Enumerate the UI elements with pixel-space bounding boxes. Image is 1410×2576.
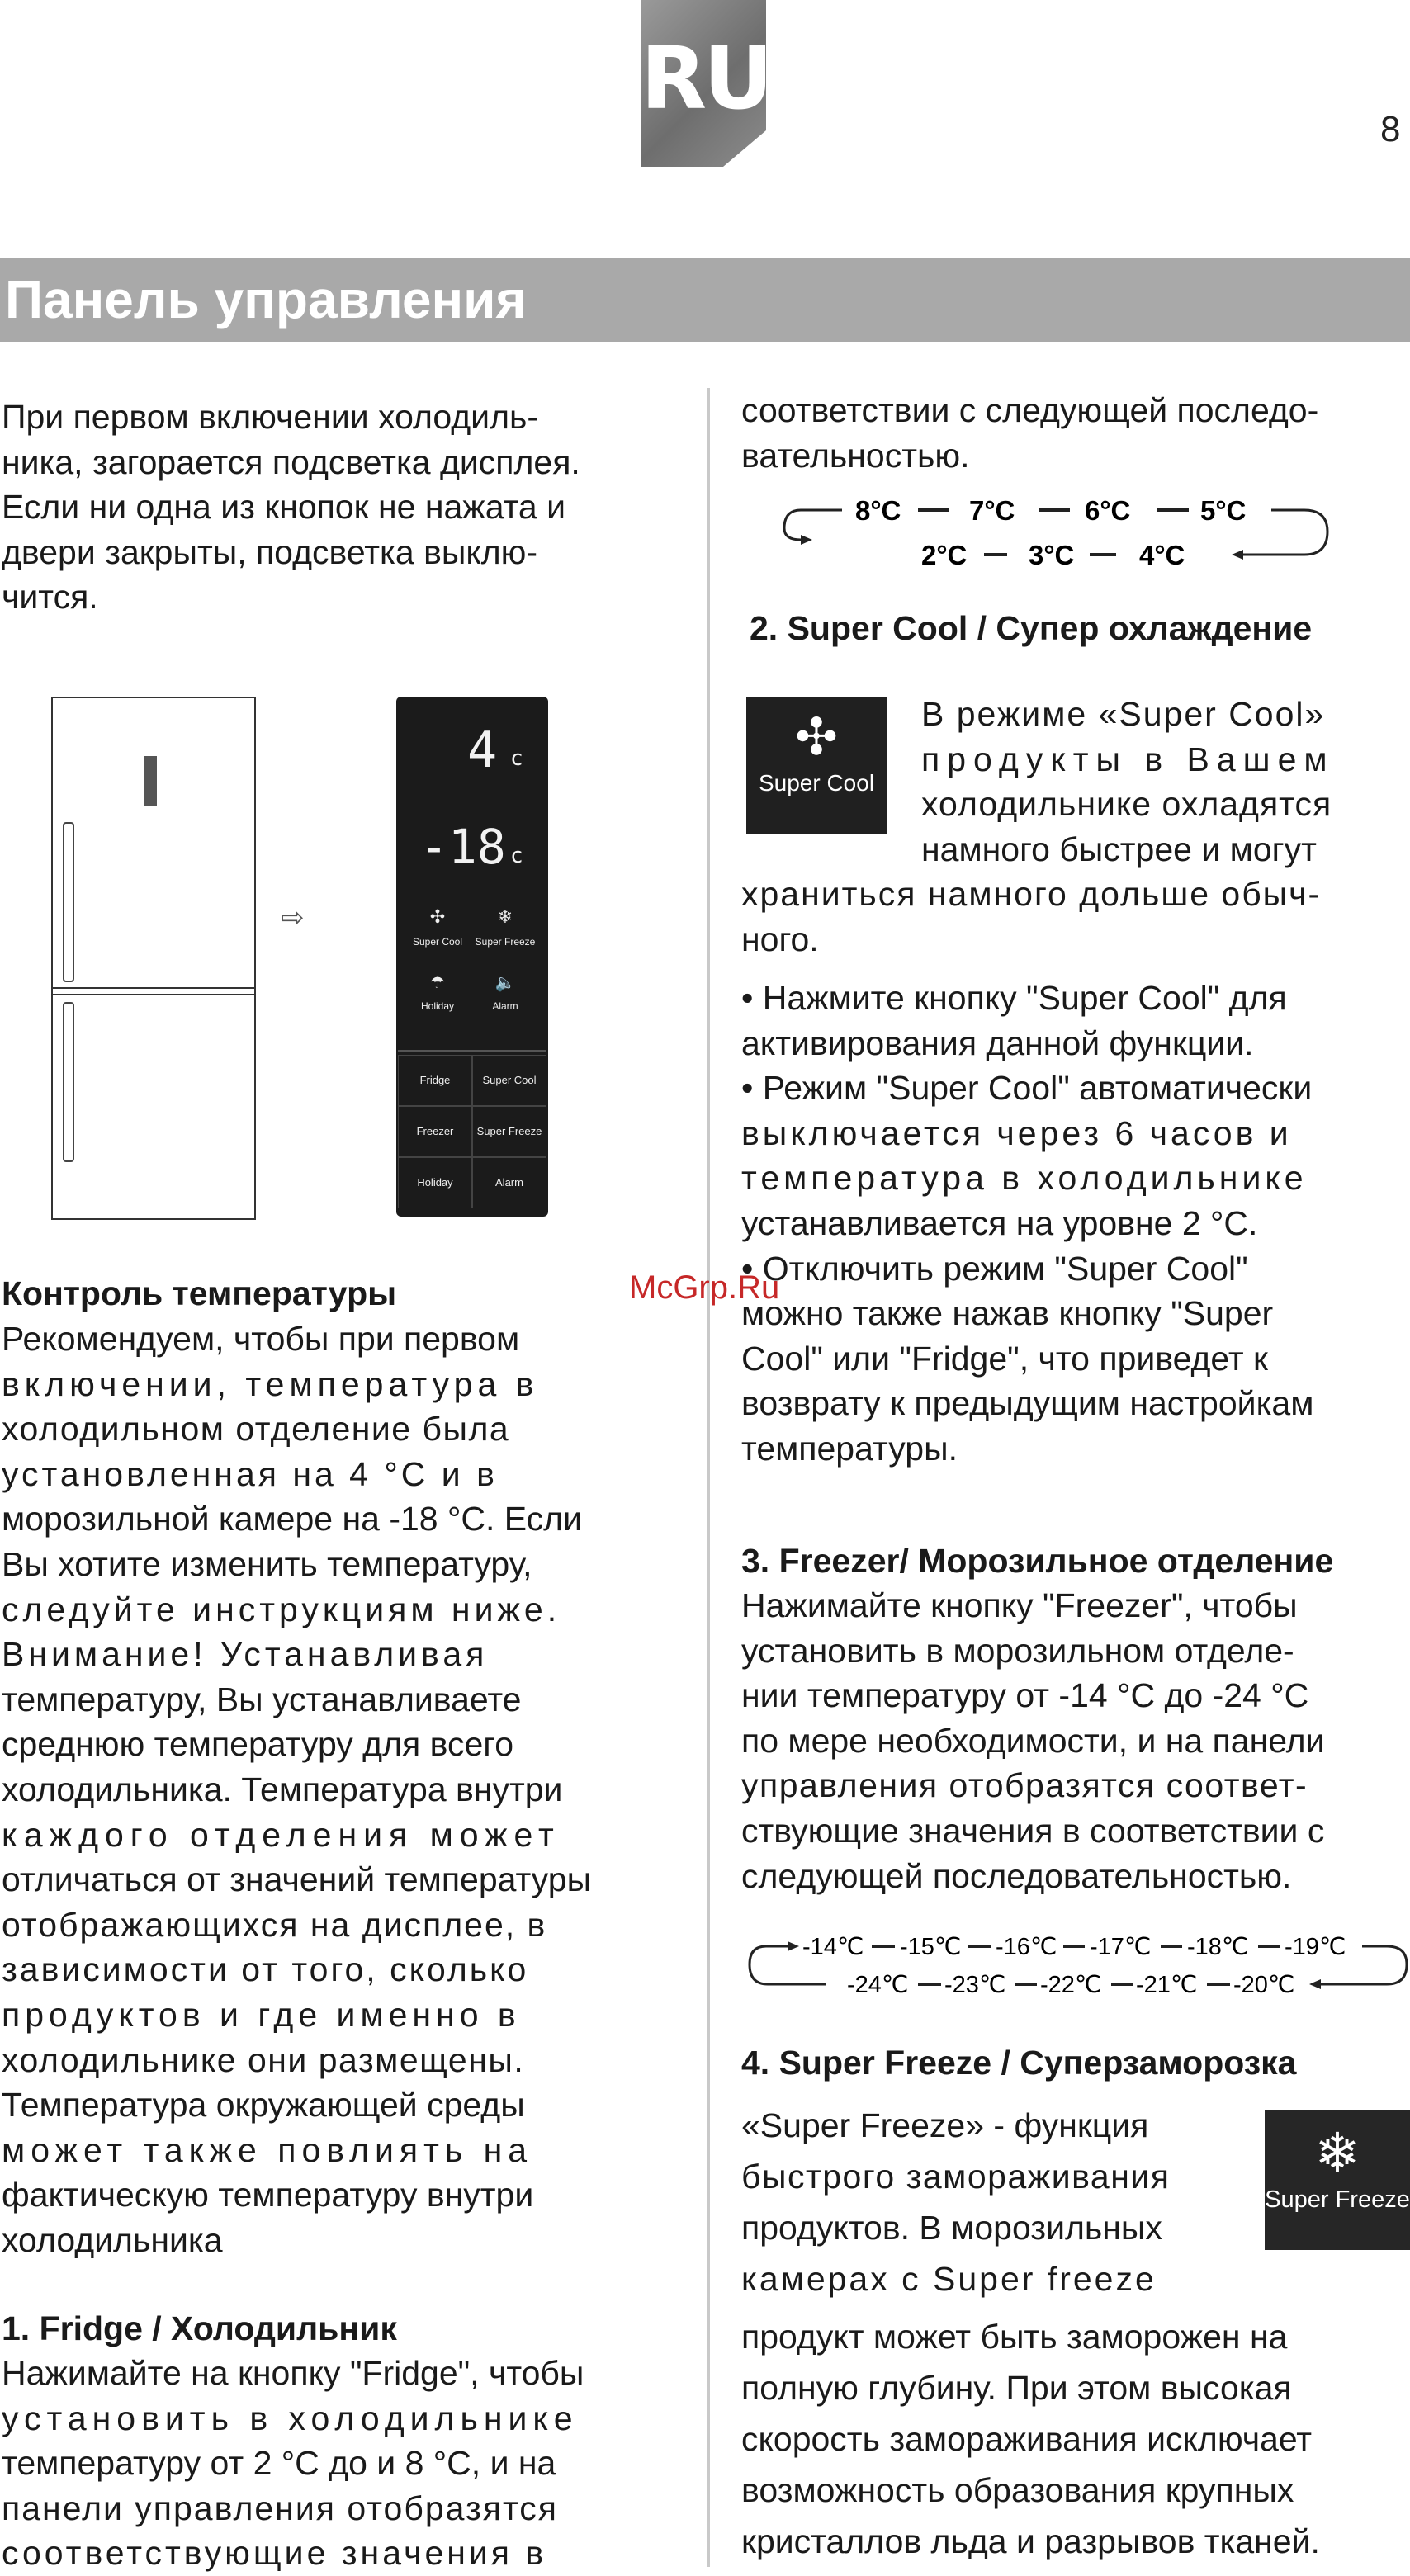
- text-line: Нажимайте на кнопку "Fridge", чтобы: [2, 2354, 584, 2392]
- bullet-line: активирования данной функции.: [741, 1023, 1254, 1062]
- intro-text: [2, 395, 667, 620]
- fan-icon: ✣: [795, 709, 838, 766]
- freezer-temp-unit: c: [510, 844, 523, 868]
- freezer-section-heading: 3. Freezer/ Морозильное отделение: [741, 1542, 1334, 1580]
- seq-value: 8°C: [855, 495, 901, 526]
- text-line: холодильника: [2, 2220, 223, 2259]
- ru-logo: RU: [641, 0, 766, 167]
- text-line: холодильника. Температура внутри: [2, 1770, 563, 1808]
- seq-value: -19℃: [1285, 1934, 1346, 1960]
- seq-value: 6°C: [1085, 495, 1131, 526]
- text-line: может также повлиять на: [2, 2130, 533, 2169]
- seq-value: 3°C: [1029, 540, 1075, 570]
- text-line: панели управления отобразятся: [2, 2489, 558, 2527]
- text-line: ного.: [741, 919, 819, 958]
- fridge-button[interactable]: Fridge: [398, 1055, 472, 1106]
- text-line: намного быстрее и могут: [921, 830, 1317, 868]
- super-cool-icon-box: [746, 697, 887, 834]
- panel-label-super-freeze: Super Freeze: [475, 936, 536, 948]
- seq-arrowhead: [1232, 550, 1243, 560]
- text-line: нии температуру от -14 °С до -24 °С: [741, 1676, 1309, 1715]
- panel-label-alarm: Alarm: [492, 1000, 518, 1012]
- fridge-temp-display: 4: [467, 721, 498, 779]
- seq-loop-right: [1243, 510, 1327, 555]
- super-cool-button[interactable]: Super Cool: [472, 1055, 546, 1106]
- panel-label-holiday: Holiday: [420, 1000, 455, 1012]
- fridge-temp-sequence-diagram: [776, 492, 1337, 579]
- seq-value: -21℃: [1136, 1972, 1198, 1998]
- seq-value: -24℃: [847, 1972, 909, 1998]
- column-divider: [707, 388, 710, 2567]
- holiday-button[interactable]: Holiday: [398, 1157, 472, 1208]
- text-line: Нажимайте кнопку "Freezer", чтобы: [741, 1586, 1298, 1624]
- bullet-line: температуры.: [741, 1429, 958, 1468]
- text-line: морозильной камере на -18 °С. Если: [2, 1500, 582, 1539]
- text-line: ствующие значения в соответствии с: [741, 1811, 1325, 1850]
- door-split: [53, 987, 254, 995]
- text-line: холодильнике они размещены.: [2, 2040, 525, 2079]
- text-line: следуйте инструкциям ниже.: [2, 1590, 561, 1628]
- fridge-illustration: [51, 697, 256, 1220]
- seq-value: -20℃: [1233, 1972, 1295, 1998]
- bullet-line: возврату к предыдущим настройкам: [741, 1384, 1314, 1423]
- super-freeze-icon-label: Super Freeze: [1265, 2186, 1410, 2213]
- text-line: температуру от 2 °С до и 8 °С, и на: [2, 2444, 556, 2483]
- intro-line: чится.: [2, 578, 98, 617]
- text-line: возможность образования крупных: [741, 2471, 1294, 2509]
- super-freeze-button[interactable]: Super Freeze: [472, 1106, 546, 1157]
- text-line: отображающихся на дисплее, в: [2, 1905, 547, 1944]
- text-line: камерах с Super freeze: [741, 2260, 1157, 2298]
- text-line: управления отобразятся соответ-: [741, 1766, 1308, 1805]
- arrow-icon: ⇨: [281, 902, 305, 934]
- text-line: Вы хотите изменить температуру,: [2, 1544, 532, 1583]
- text-line: скорость замораживания исключает: [741, 2420, 1313, 2458]
- bullet-line: можно также нажав кнопку "Super: [741, 1294, 1274, 1333]
- seq-value: -14℃: [802, 1934, 864, 1960]
- bullet-line: • Отключить режим "Super Cool": [741, 1249, 1248, 1288]
- super-cool-side-text: [921, 692, 1410, 872]
- bullet-line: устанавливается на уровне 2 °С.: [741, 1203, 1258, 1242]
- bullet-line: Cool" или "Fridge", что приведет к: [741, 1339, 1268, 1378]
- super-freeze-side-text: [741, 2100, 1250, 2304]
- text-line: отличаться от значений температуры: [2, 1860, 592, 1899]
- bullet-line: температура в холодильнике: [741, 1159, 1308, 1198]
- text-line: соответствующие значения в: [2, 2534, 547, 2573]
- freezer-section-text: [741, 1583, 1407, 1898]
- freezer-temp-sequence-diagram: [743, 1928, 1410, 2011]
- seq-value: -18℃: [1187, 1934, 1249, 1960]
- super-freeze-heading: 4. Super Freeze / Суперзаморозка: [741, 2044, 1297, 2082]
- text-line: соответствии с следующей последо-: [741, 391, 1319, 429]
- fridge-display-mini: [144, 756, 157, 806]
- text-line: установить в морозильном отделе-: [741, 1631, 1294, 1670]
- text-line: холодильном отделение была: [2, 1410, 510, 1449]
- seq-arrowhead: [801, 535, 812, 545]
- text-line: кристаллов льда и разрывов тканей.: [741, 2522, 1320, 2560]
- seq-value: -15℃: [900, 1934, 962, 1960]
- section-title-banner: [0, 258, 1410, 342]
- text-line: Рекомендуем, чтобы при первом: [2, 1320, 520, 1358]
- text-line: В режиме «Super Cool»: [921, 695, 1326, 733]
- super-cool-fan-icon: ✣: [429, 906, 446, 927]
- text-line: холодильнике охладятся: [921, 785, 1332, 824]
- fridge-handle: [63, 822, 74, 982]
- seq-value: 7°C: [969, 495, 1015, 526]
- text-line: установленная на 4 °С и в: [2, 1454, 498, 1493]
- panel-label-super-cool: Super Cool: [412, 936, 463, 948]
- fridge-section-text: [2, 2351, 667, 2576]
- fridge-section-heading: 1. Fridge / Холодильник: [2, 2309, 397, 2347]
- text-line-attention: Внимание! Устанавливая: [2, 1635, 489, 1674]
- snowflake-icon: ❄: [1314, 2122, 1360, 2183]
- super-cool-full-text: [741, 872, 1407, 962]
- text-line: продукт может быть заморожен на: [741, 2318, 1288, 2356]
- bullet-line: • Нажмите кнопку "Super Cool" для: [741, 979, 1287, 1017]
- temp-control-text: [2, 1316, 667, 2262]
- alarm-button[interactable]: Alarm: [472, 1157, 546, 1208]
- seq-value: -17℃: [1090, 1934, 1152, 1960]
- control-panel: [396, 697, 548, 1217]
- seq-value: -16℃: [996, 1934, 1058, 1960]
- freezer-temp-display: -18: [419, 819, 506, 875]
- seq-value: 5°C: [1200, 495, 1247, 526]
- intro-line: ника, загорается подсветка дисплея.: [2, 442, 580, 481]
- text-line: фактическую температуру внутри: [2, 2176, 534, 2214]
- text-line: продукты в Вашем: [921, 740, 1335, 778]
- freezer-button[interactable]: Freezer: [398, 1106, 472, 1157]
- bullet-line: выключается через 6 часов и: [741, 1113, 1292, 1152]
- watermark: McGrp.Ru: [629, 1269, 780, 1306]
- text-line: быстрого замораживания: [741, 2158, 1171, 2196]
- seq-value: -23℃: [944, 1972, 1006, 1998]
- text-line: храниться намного дольше обыч-: [741, 875, 1322, 913]
- text-line: среднюю температуру для всего: [2, 1725, 514, 1764]
- super-cool-heading: 2. Super Cool / Супер охлаждение: [750, 609, 1313, 647]
- text-line: каждого отделения может: [2, 1815, 561, 1854]
- text-line: вательностью.: [741, 436, 970, 475]
- seq-arrowhead: [788, 1941, 799, 1951]
- text-line: установить в холодильнике: [2, 2399, 579, 2437]
- seq-arrowhead: [1309, 1979, 1321, 1989]
- text-line: включении, температура в: [2, 1364, 539, 1403]
- sequence-intro-text: [741, 388, 1407, 478]
- super-cool-bullets: [741, 976, 1407, 1472]
- intro-line: двери закрыты, подсветка выклю-: [2, 532, 538, 571]
- text-line: продуктов. В морозильных: [741, 2209, 1162, 2247]
- seq-value: 2°C: [921, 540, 968, 570]
- text-line: Температура окружающей среды: [2, 2086, 525, 2125]
- seq-value: -22℃: [1040, 1972, 1102, 1998]
- super-freeze-icon-box: [1265, 2110, 1410, 2250]
- holiday-icon: ☂: [430, 974, 445, 992]
- super-freeze-full-text: [741, 2311, 1407, 2567]
- text-line: по мере необходимости, и на панели: [741, 1721, 1325, 1760]
- temp-control-heading: Контроль температуры: [2, 1274, 397, 1312]
- section-title: Панель управления: [5, 270, 527, 329]
- text-line: продуктов и где именно в: [2, 1995, 521, 2034]
- page-number: 8: [1380, 109, 1401, 149]
- panel-button-grid: [398, 1050, 546, 1215]
- super-freeze-snowflake-icon: ❄: [497, 906, 513, 927]
- text-line: зависимости от того, сколько: [2, 1950, 529, 1989]
- text-line: «Super Freeze» - функция: [741, 2106, 1149, 2144]
- seq-loop-left: [784, 510, 842, 540]
- text-line: температуру, Вы устанавливаете: [2, 1680, 522, 1718]
- seq-value: 4°C: [1139, 540, 1185, 570]
- intro-line: При первом включении холодиль-: [2, 398, 539, 436]
- text-line: следующей последовательностью.: [741, 1856, 1292, 1895]
- freezer-handle: [63, 1002, 74, 1162]
- bullet-line: • Режим "Super Cool" автоматически: [741, 1069, 1313, 1108]
- text-line: полную глубину. При этом высокая: [741, 2369, 1292, 2407]
- alarm-speaker-icon: 🔈: [494, 974, 516, 992]
- super-cool-icon-label: Super Cool: [758, 770, 875, 796]
- fridge-temp-unit: c: [510, 746, 523, 771]
- intro-line: Если ни одна из кнопок не нажата и: [2, 488, 566, 527]
